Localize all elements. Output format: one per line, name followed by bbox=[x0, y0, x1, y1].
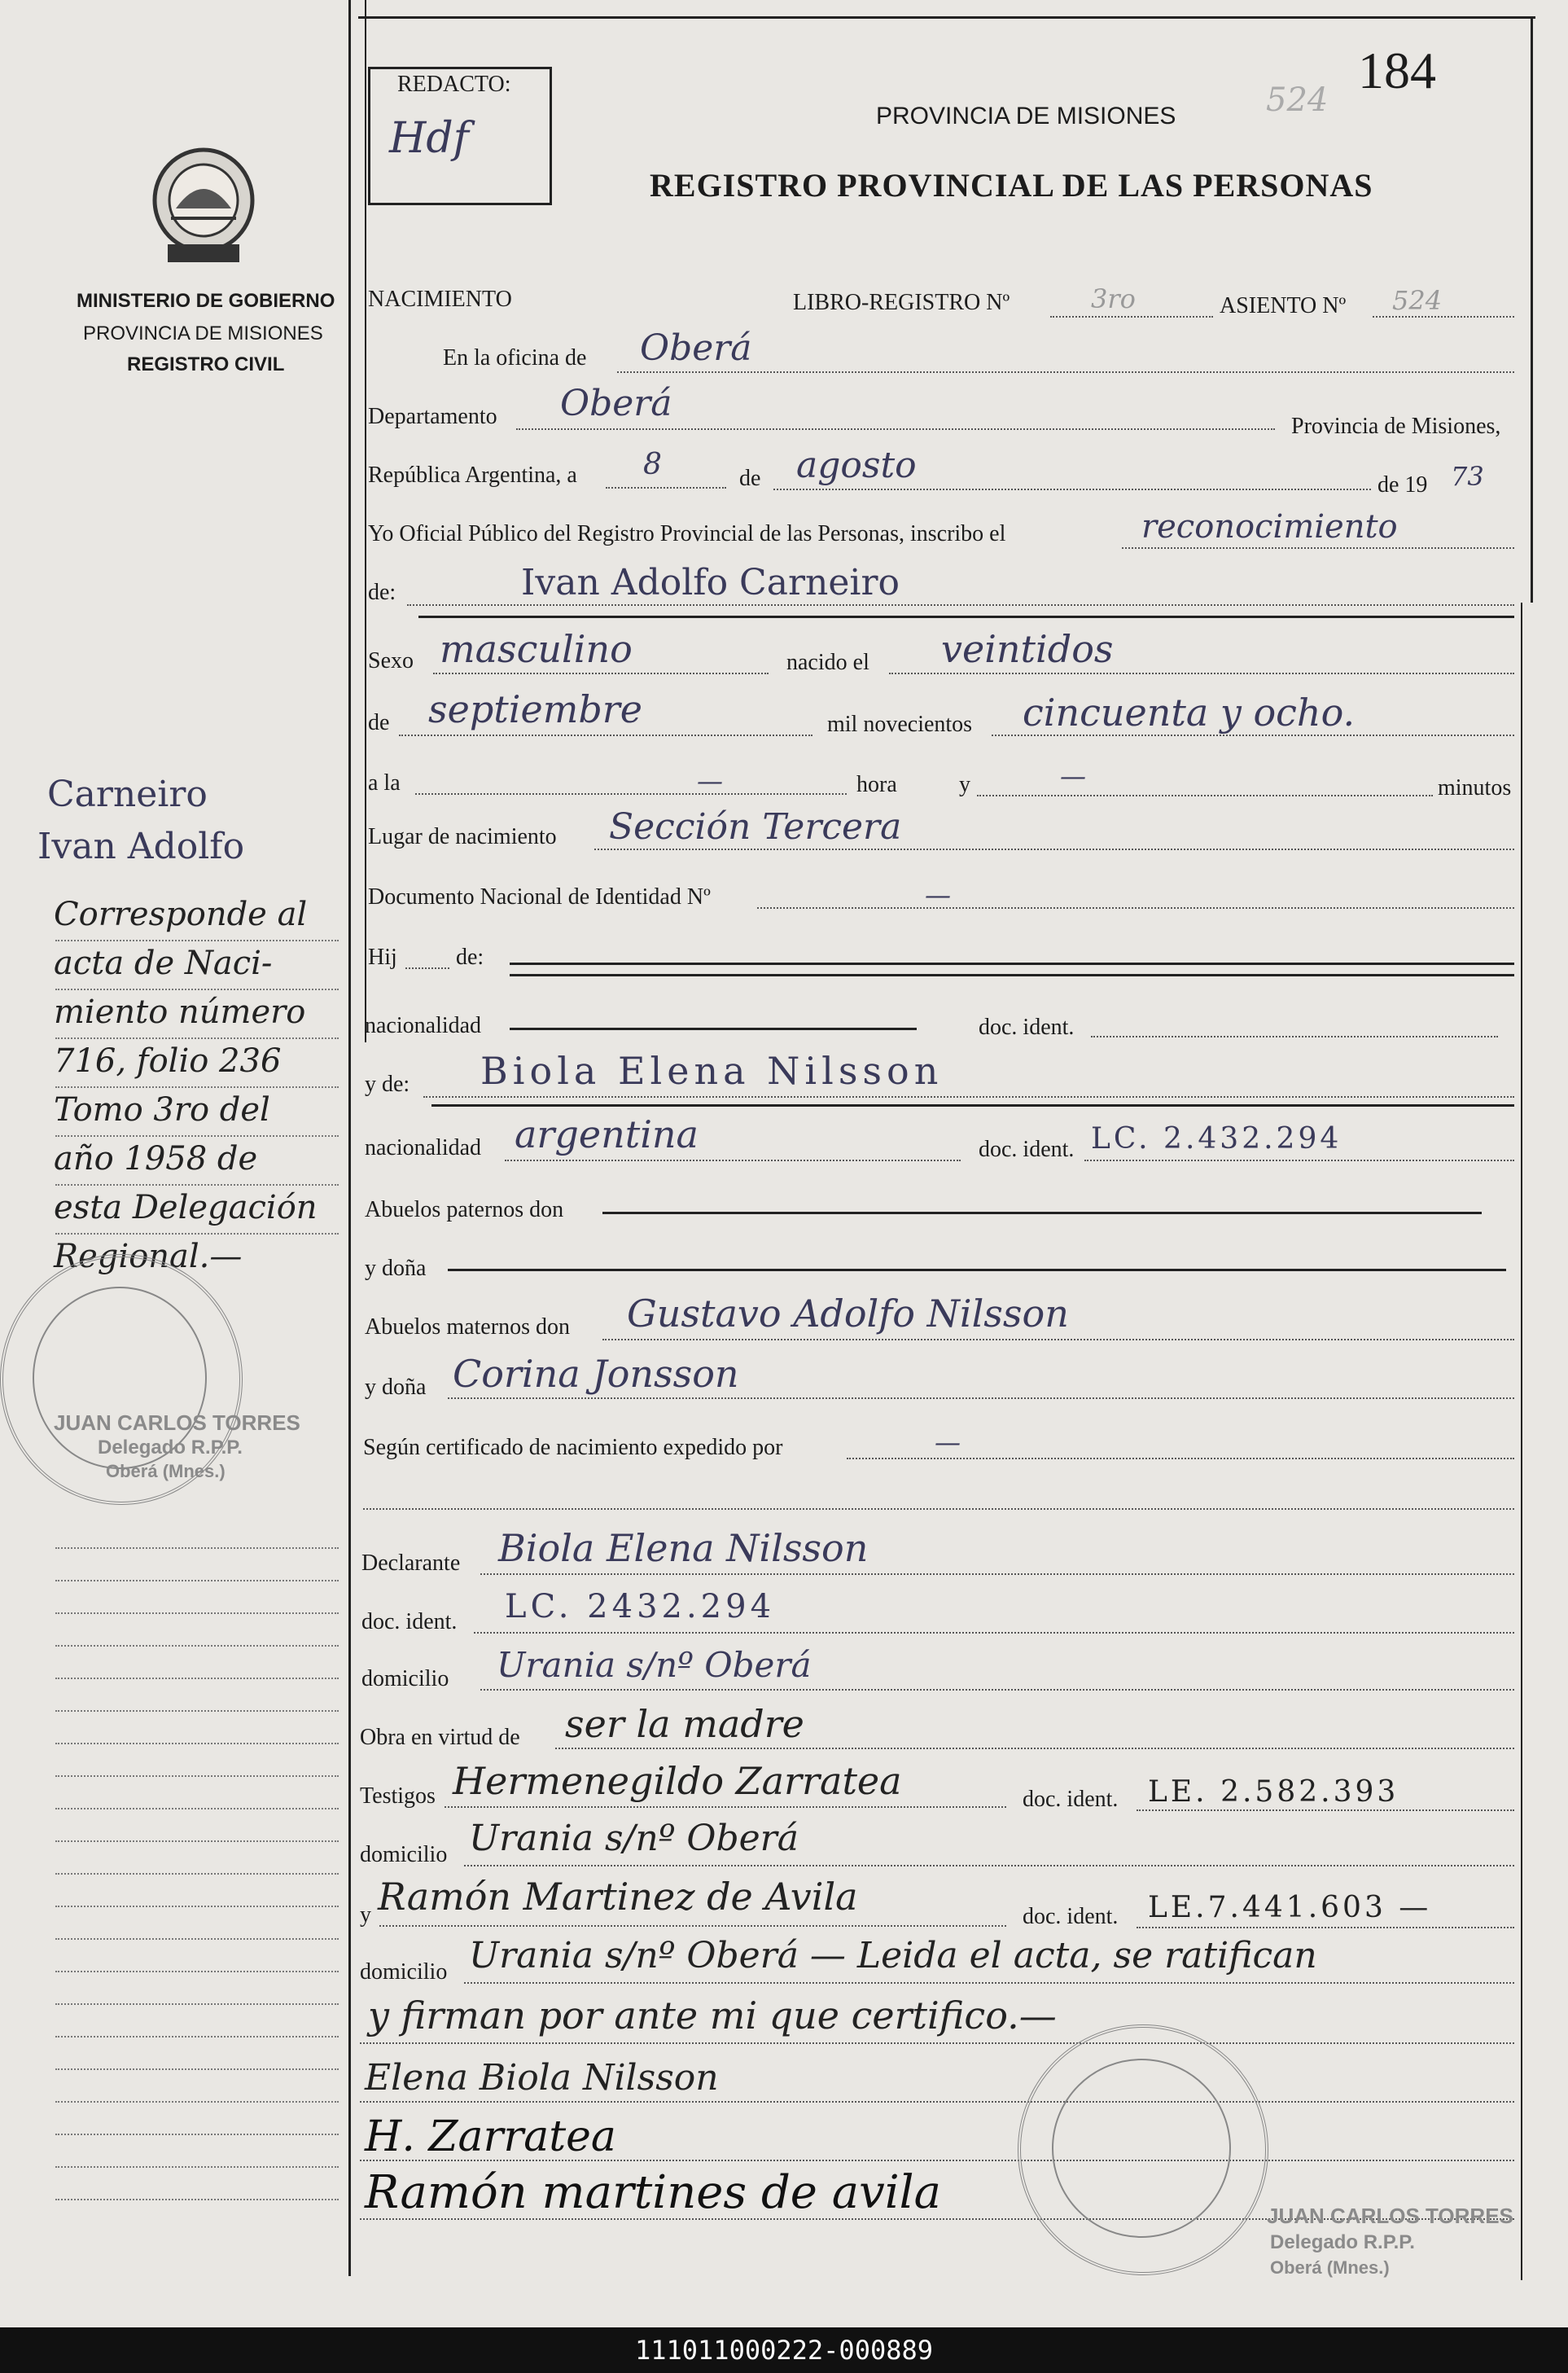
top-border bbox=[358, 16, 1535, 19]
ministry-line2: PROVINCIA DE MISIONES bbox=[83, 322, 323, 344]
nac2-value: argentina bbox=[515, 1112, 699, 1156]
obra-label: Obra en virtud de bbox=[360, 1725, 520, 1750]
ministry-line1: MINISTERIO DE GOBIERNO bbox=[77, 290, 335, 312]
de2-label: de: bbox=[368, 580, 396, 605]
margin-blank-14 bbox=[55, 1971, 339, 1972]
margin-blank-21 bbox=[55, 2199, 339, 2200]
testigo2-line bbox=[379, 1925, 1006, 1927]
anio-nac-line bbox=[992, 735, 1514, 736]
oficial-line bbox=[1122, 547, 1514, 549]
ministry-line3: REGISTRO CIVIL bbox=[127, 353, 285, 375]
doc2-label: doc. ident. bbox=[979, 1137, 1075, 1162]
coat-of-arms-icon bbox=[143, 137, 264, 269]
stamp-name: JUAN CARLOS TORRES bbox=[54, 1410, 300, 1435]
cierre-line bbox=[360, 2042, 1514, 2044]
nombre-underline bbox=[418, 616, 1514, 618]
hora-value: — bbox=[697, 765, 723, 796]
mil-label: mil novecientos bbox=[827, 712, 973, 737]
de-label: de bbox=[739, 466, 761, 491]
docd-line bbox=[474, 1632, 1514, 1634]
margin-blank-12 bbox=[55, 1906, 339, 1907]
anio-value: 73 bbox=[1451, 461, 1484, 492]
nac2-label: nacionalidad bbox=[365, 1135, 482, 1160]
margin-blank-8 bbox=[55, 1775, 339, 1777]
abuelos-m-line bbox=[602, 1339, 1514, 1340]
margin-rule-6 bbox=[55, 1184, 339, 1186]
sexo-label: Sexo bbox=[368, 648, 414, 673]
dni-label: Documento Nacional de Identidad Nº bbox=[368, 884, 711, 910]
obra-value: ser la madre bbox=[565, 1702, 804, 1746]
declarante-label: Declarante bbox=[361, 1551, 461, 1576]
ala-label: a la bbox=[368, 770, 401, 796]
docd-label: doc. ident. bbox=[361, 1609, 458, 1634]
dni-line bbox=[757, 907, 1514, 909]
margin-blank-2 bbox=[55, 1580, 339, 1581]
domicilio1-label: domicilio bbox=[361, 1666, 449, 1691]
margin-blank-20 bbox=[55, 2166, 339, 2168]
lugar-line bbox=[594, 849, 1514, 850]
margin-line-5: Tomo 3ro del bbox=[54, 1091, 270, 1129]
provincia-label: Provincia de Misiones, bbox=[1291, 414, 1501, 439]
margin-line-8: Regional.— bbox=[54, 1238, 243, 1275]
certificado-line bbox=[847, 1458, 1514, 1459]
nacido-value: veintidos bbox=[941, 627, 1114, 671]
asiento-label: ASIENTO Nº bbox=[1220, 293, 1347, 318]
margin-rule-7 bbox=[55, 1233, 339, 1235]
domicilio3-label: domicilio bbox=[360, 1959, 448, 1985]
y2-label: y bbox=[360, 1902, 371, 1928]
testigo2-value: Ramón Martinez de Avila bbox=[378, 1875, 858, 1919]
nac2-line bbox=[505, 1160, 961, 1161]
margin-blank-11 bbox=[55, 1873, 339, 1875]
margin-name1: Carneiro bbox=[47, 774, 208, 815]
firma1-line bbox=[360, 2101, 1514, 2103]
stamp-place: Oberá (Mnes.) bbox=[106, 1461, 226, 1481]
anio-nac-value: cincuenta y ocho. bbox=[1023, 691, 1356, 735]
libro-line bbox=[1050, 316, 1213, 318]
margin-blank-10 bbox=[55, 1840, 339, 1842]
stamp2-name: JUAN CARLOS TORRES bbox=[1267, 2204, 1513, 2228]
page-title: REGISTRO PROVINCIAL DE LAS PERSONAS bbox=[650, 167, 1373, 204]
margin-blank-17 bbox=[55, 2068, 339, 2070]
doc2-value: LC. 2.432.294 bbox=[1091, 1122, 1342, 1156]
asiento-line bbox=[1373, 316, 1514, 318]
margin-blank-15 bbox=[55, 2003, 339, 2005]
testigo1-line bbox=[445, 1806, 1006, 1808]
right-rule bbox=[1521, 603, 1522, 2280]
margin-blank-9 bbox=[55, 1808, 339, 1809]
header-province: PROVINCIA DE MISIONES bbox=[876, 103, 1176, 129]
inner-divider bbox=[365, 0, 366, 1042]
asiento-value: 524 bbox=[1392, 285, 1443, 316]
nombre-value: Ivan Adolfo Carneiro bbox=[521, 562, 900, 603]
abuelo-m-value: Gustavo Adolfo Nilsson bbox=[627, 1292, 1069, 1336]
obra-line bbox=[555, 1748, 1514, 1749]
hora-line bbox=[415, 793, 847, 795]
margin-line-2: acta de Naci- bbox=[54, 945, 273, 982]
min-value: — bbox=[1060, 761, 1086, 792]
nombre-line bbox=[407, 604, 1514, 606]
yde-label: y de: bbox=[365, 1072, 410, 1097]
oficina-label: En la oficina de bbox=[443, 345, 587, 371]
mes-nac-line bbox=[399, 735, 812, 736]
margin-blank-16 bbox=[55, 2036, 339, 2037]
margin-blank-18 bbox=[55, 2101, 339, 2103]
hij-label: Hij bbox=[368, 945, 397, 970]
margin-line-1: Corresponde al bbox=[54, 896, 308, 933]
oficina-line bbox=[617, 371, 1514, 373]
lugar-label: Lugar de nacimiento bbox=[368, 824, 557, 849]
madre-line bbox=[423, 1096, 1514, 1098]
doct1-line bbox=[1137, 1809, 1514, 1811]
margin-rule-4 bbox=[55, 1086, 339, 1088]
margin-rule-2 bbox=[55, 989, 339, 990]
lugar-value: Sección Tercera bbox=[609, 806, 902, 848]
dia-value: 8 bbox=[643, 448, 662, 481]
domicilio3-line bbox=[464, 1982, 1514, 1984]
departamento-value: Oberá bbox=[560, 383, 672, 424]
firma3-value: Ramón martines de avila bbox=[365, 2166, 941, 2219]
de3-label: de bbox=[368, 710, 390, 735]
oficial-label: Yo Oficial Público del Registro Provincial de las Personas, inscribo el bbox=[368, 521, 1006, 546]
doc1-line bbox=[1091, 1036, 1498, 1037]
domicilio1-value: Urania s/nº Oberá bbox=[497, 1645, 812, 1685]
mes-value: agosto bbox=[796, 445, 917, 486]
ydona2-line bbox=[448, 1397, 1514, 1399]
doc2-line bbox=[1084, 1160, 1514, 1161]
nacimiento-label: NACIMIENTO bbox=[368, 287, 512, 312]
sexo-line bbox=[433, 673, 769, 674]
republica-label: República Argentina, a bbox=[368, 463, 577, 488]
page-number: 184 bbox=[1358, 42, 1436, 99]
oficina-value: Oberá bbox=[640, 327, 752, 369]
hij-de-label: de: bbox=[456, 945, 484, 970]
libro-value: 3ro bbox=[1091, 283, 1136, 314]
stamp2-role: Delegado R.P.P. bbox=[1270, 2231, 1415, 2253]
departamento-label: Departamento bbox=[368, 404, 497, 429]
margin-name2: Ivan Adolfo bbox=[37, 826, 245, 867]
mes-line bbox=[773, 489, 1371, 490]
margin-line-3: miento número bbox=[54, 994, 306, 1031]
doct2-label: doc. ident. bbox=[1023, 1904, 1119, 1929]
departamento-line bbox=[516, 428, 1275, 430]
doct2-value: LE.7.441.603 — bbox=[1148, 1891, 1432, 1924]
testigo1-value: Hermenegildo Zarratea bbox=[453, 1759, 902, 1803]
abuela-m-value: Corina Jonsson bbox=[453, 1352, 739, 1396]
page-number-handwritten: 524 bbox=[1266, 81, 1329, 119]
official-seal-right-inner bbox=[1052, 2059, 1231, 2238]
margin-line-7: esta Delegación bbox=[54, 1189, 318, 1226]
oficial-value: reconocimiento bbox=[1141, 508, 1398, 546]
nacido-label: nacido el bbox=[786, 650, 869, 675]
redacto-label: REDACTO: bbox=[397, 72, 511, 97]
docd-value: LC. 2432.294 bbox=[505, 1588, 776, 1625]
ydona1-line bbox=[448, 1269, 1506, 1271]
margin-divider bbox=[348, 0, 351, 2276]
nac1-line bbox=[510, 1028, 917, 1030]
domicilio2-value: Urania s/nº Oberá bbox=[469, 1818, 799, 1859]
redacto-value: Hdf bbox=[389, 114, 469, 163]
stamp2-place: Oberá (Mnes.) bbox=[1270, 2257, 1390, 2278]
abuelos-p-label: Abuelos paternos don bbox=[365, 1197, 564, 1222]
sexo-value: masculino bbox=[440, 627, 633, 671]
abuelos-m-label: Abuelos maternos don bbox=[365, 1314, 570, 1340]
footer-id: 111011000222-000889 bbox=[0, 2327, 1568, 2373]
doct2-line bbox=[1137, 1927, 1514, 1928]
margin-blank-13 bbox=[55, 1938, 339, 1940]
margin-blank-4 bbox=[55, 1645, 339, 1647]
domicilio3-value: Urania s/nº Oberá — Leida el acta, se ratifican bbox=[469, 1935, 1317, 1976]
stamp-role: Delegado R.P.P. bbox=[98, 1437, 243, 1458]
ydona1-label: y doña bbox=[365, 1256, 427, 1281]
firma1-value: Elena Biola Nilsson bbox=[365, 2057, 719, 2099]
padre-line2 bbox=[510, 974, 1514, 976]
margin-rule-3 bbox=[55, 1037, 339, 1039]
right-border bbox=[1531, 16, 1533, 603]
margin-blank-19 bbox=[55, 2134, 339, 2135]
domicilio2-line bbox=[464, 1865, 1514, 1866]
madre-value: Biola Elena Nilsson bbox=[480, 1049, 944, 1093]
certificado-value: — bbox=[935, 1427, 961, 1458]
margin-blank-6 bbox=[55, 1710, 339, 1712]
margin-blank-7 bbox=[55, 1743, 339, 1744]
hij-line bbox=[405, 967, 449, 969]
padre-line bbox=[510, 963, 1514, 965]
testigos-label: Testigos bbox=[360, 1783, 436, 1809]
firma2-value: H. Zarratea bbox=[365, 2112, 616, 2161]
doct1-value: LE. 2.582.393 bbox=[1148, 1775, 1399, 1809]
ydona2-label: y doña bbox=[365, 1375, 427, 1400]
dia-line bbox=[606, 487, 726, 489]
cierre-value: y firman por ante mi que certifico.— bbox=[368, 1994, 1057, 2037]
madre-underline bbox=[431, 1104, 1514, 1107]
certificado-label: Según certificado de nacimiento expedido por bbox=[363, 1435, 783, 1460]
margin-line-6: año 1958 de bbox=[54, 1140, 258, 1178]
declarante-value: Biola Elena Nilsson bbox=[498, 1526, 869, 1570]
doct1-label: doc. ident. bbox=[1023, 1787, 1119, 1812]
abuelos-p-line bbox=[602, 1212, 1482, 1214]
margin-line-4: 716, folio 236 bbox=[54, 1042, 282, 1080]
margin-rule-1 bbox=[55, 940, 339, 941]
margin-rule-5 bbox=[55, 1135, 339, 1137]
margin-blank-3 bbox=[55, 1612, 339, 1614]
libro-label: LIBRO-REGISTRO Nº bbox=[793, 290, 1010, 315]
declarante-line bbox=[480, 1573, 1514, 1575]
minutos-label: minutos bbox=[1438, 775, 1512, 801]
hora-label: hora bbox=[856, 772, 897, 797]
min-line bbox=[977, 795, 1433, 796]
margin-blank-1 bbox=[55, 1547, 339, 1549]
domicilio2-label: domicilio bbox=[360, 1842, 448, 1867]
dni-value: — bbox=[925, 879, 951, 910]
margin-blank-5 bbox=[55, 1678, 339, 1679]
nacido-line bbox=[889, 673, 1514, 674]
doc1-label: doc. ident. bbox=[979, 1015, 1075, 1040]
mes-nac-value: septiembre bbox=[428, 687, 642, 731]
y-label: y bbox=[959, 772, 970, 797]
certificado-line2 bbox=[363, 1508, 1514, 1510]
nac1-label: nacionalidad bbox=[365, 1013, 482, 1038]
domicilio1-line bbox=[480, 1689, 1514, 1691]
anio-label: de 19 bbox=[1377, 472, 1428, 498]
